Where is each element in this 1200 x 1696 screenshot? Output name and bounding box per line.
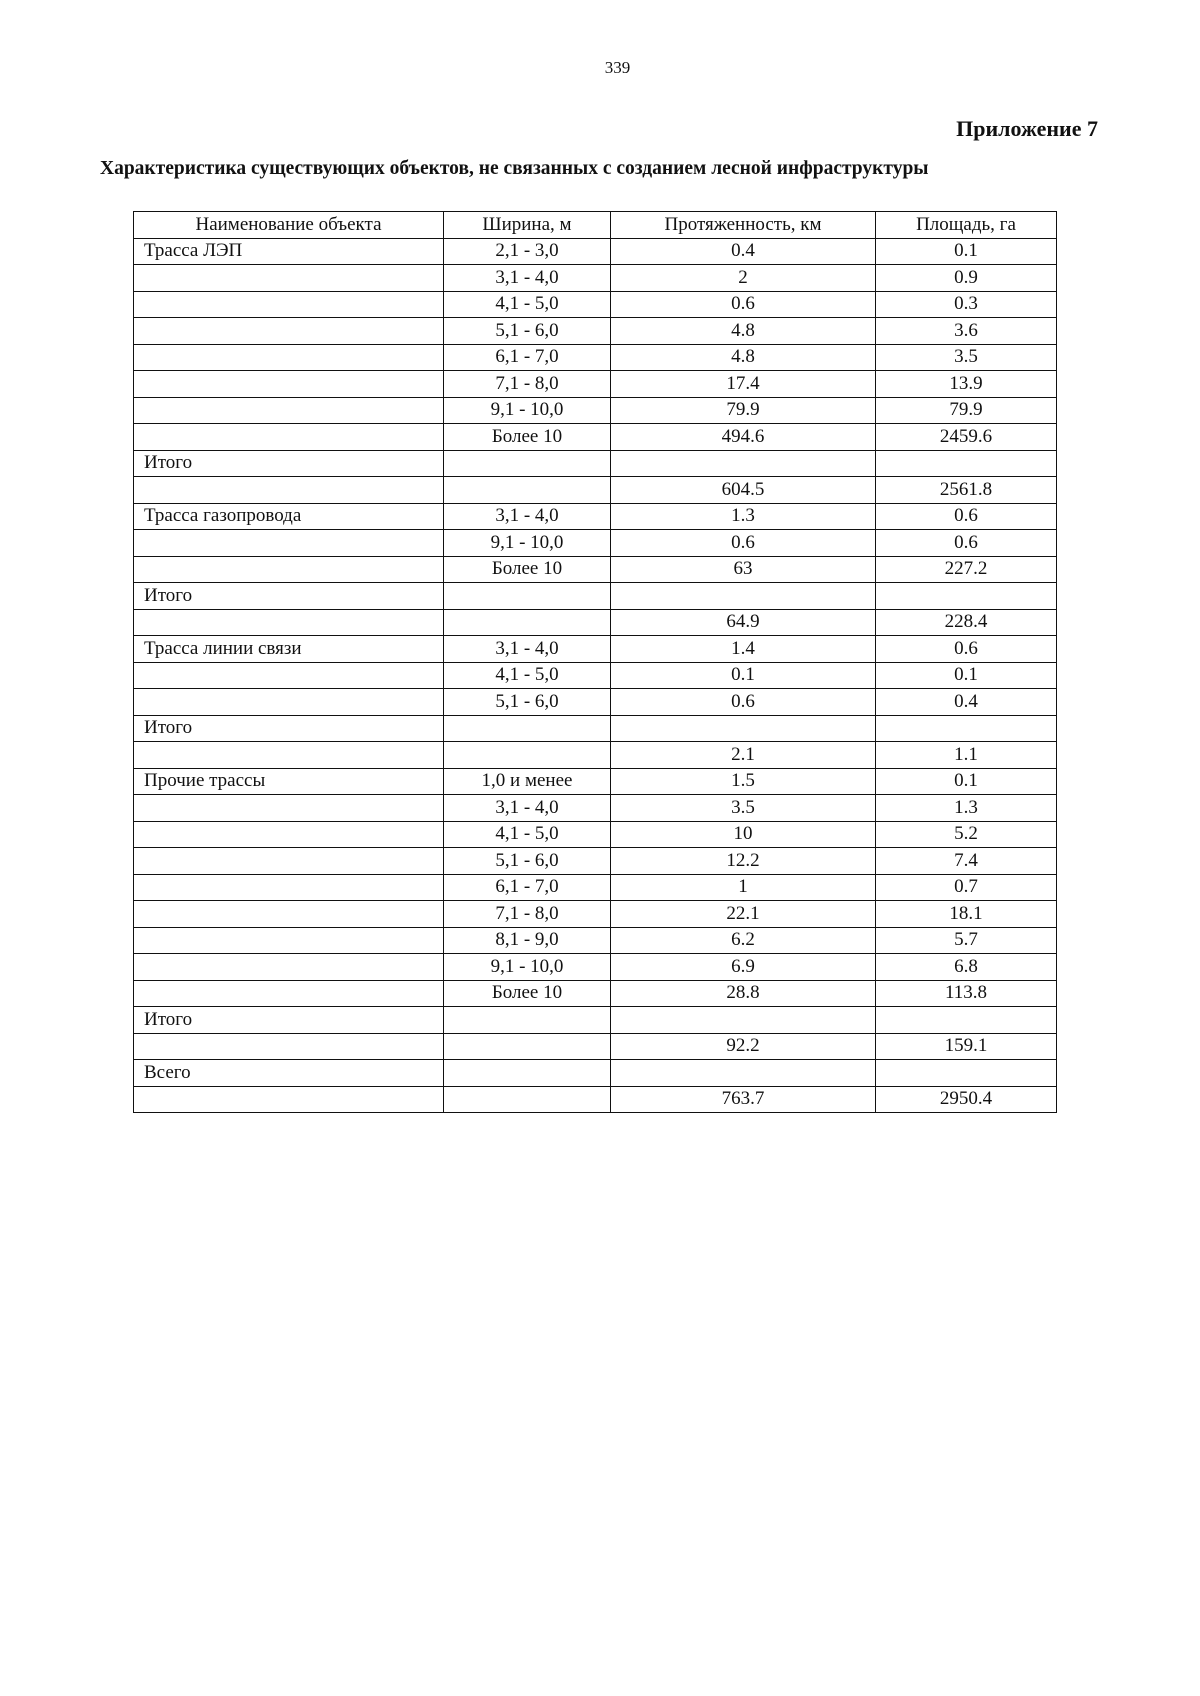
table-row bbox=[134, 689, 1057, 716]
cell-length: 1.3 bbox=[611, 503, 876, 530]
table-body bbox=[134, 238, 1057, 1113]
cell-object-name bbox=[134, 927, 444, 954]
table-row bbox=[134, 265, 1057, 292]
cell-length: 79.9 bbox=[611, 397, 876, 424]
cell-object-name bbox=[134, 901, 444, 928]
table-row bbox=[134, 848, 1057, 875]
cell-width: 6,1 - 7,0 bbox=[444, 344, 611, 371]
cell-area bbox=[876, 1007, 1057, 1034]
cell-width bbox=[444, 715, 611, 742]
cell-length bbox=[611, 1060, 876, 1087]
appendix-label: Приложение 7 bbox=[956, 116, 1098, 141]
cell-area: 18.1 bbox=[876, 901, 1057, 928]
table-header bbox=[134, 212, 1057, 239]
cell-width: Более 10 bbox=[444, 556, 611, 583]
cell-object-name: Всего bbox=[134, 1060, 444, 1087]
cell-object-name: Прочие трассы bbox=[134, 768, 444, 795]
cell-length: 22.1 bbox=[611, 901, 876, 928]
cell-length: 1 bbox=[611, 874, 876, 901]
cell-length: 92.2 bbox=[611, 1033, 876, 1060]
cell-area bbox=[876, 1060, 1057, 1087]
cell-area: 0.1 bbox=[876, 768, 1057, 795]
table-row bbox=[134, 556, 1057, 583]
cell-width: 5,1 - 6,0 bbox=[444, 318, 611, 345]
cell-width bbox=[444, 1033, 611, 1060]
cell-length: 12.2 bbox=[611, 848, 876, 875]
cell-area: 228.4 bbox=[876, 609, 1057, 636]
cell-length: 1.5 bbox=[611, 768, 876, 795]
table-row bbox=[134, 636, 1057, 663]
cell-width: 3,1 - 4,0 bbox=[444, 265, 611, 292]
table-row bbox=[134, 503, 1057, 530]
header-object-name: Наименование объекта bbox=[134, 212, 444, 239]
cell-object-name bbox=[134, 397, 444, 424]
cell-width bbox=[444, 1060, 611, 1087]
cell-area: 1.1 bbox=[876, 742, 1057, 769]
cell-object-name bbox=[134, 954, 444, 981]
cell-width bbox=[444, 609, 611, 636]
cell-object-name: Итого bbox=[134, 1007, 444, 1034]
table-header-row bbox=[134, 212, 1057, 239]
cell-area: 79.9 bbox=[876, 397, 1057, 424]
cell-area: 227.2 bbox=[876, 556, 1057, 583]
cell-width: 8,1 - 9,0 bbox=[444, 927, 611, 954]
cell-object-name bbox=[134, 848, 444, 875]
cell-width: 3,1 - 4,0 bbox=[444, 503, 611, 530]
cell-area: 0.6 bbox=[876, 503, 1057, 530]
cell-width: 9,1 - 10,0 bbox=[444, 530, 611, 557]
table-row bbox=[134, 583, 1057, 610]
cell-area: 2950.4 bbox=[876, 1086, 1057, 1113]
cell-area: 13.9 bbox=[876, 371, 1057, 398]
cell-object-name: Трасса линии связи bbox=[134, 636, 444, 663]
page-number: 339 bbox=[604, 58, 631, 77]
cell-object-name bbox=[134, 318, 444, 345]
cell-width bbox=[444, 477, 611, 504]
cell-length: 4.8 bbox=[611, 344, 876, 371]
cell-length: 4.8 bbox=[611, 318, 876, 345]
cell-width bbox=[444, 742, 611, 769]
cell-area: 0.3 bbox=[876, 291, 1057, 318]
cell-length: 0.1 bbox=[611, 662, 876, 689]
cell-width: 5,1 - 6,0 bbox=[444, 848, 611, 875]
cell-width: 1,0 и менее bbox=[444, 768, 611, 795]
cell-length: 6.9 bbox=[611, 954, 876, 981]
cell-width bbox=[444, 583, 611, 610]
header-width: Ширина, м bbox=[444, 212, 611, 239]
cell-length bbox=[611, 1007, 876, 1034]
cell-length: 494.6 bbox=[611, 424, 876, 451]
table-row bbox=[134, 530, 1057, 557]
cell-object-name bbox=[134, 556, 444, 583]
table-row bbox=[134, 742, 1057, 769]
cell-length: 1.4 bbox=[611, 636, 876, 663]
table-row bbox=[134, 291, 1057, 318]
cell-area bbox=[876, 715, 1057, 742]
cell-object-name: Итого bbox=[134, 450, 444, 477]
header-length: Протяженность, км bbox=[611, 212, 876, 239]
cell-object-name bbox=[134, 609, 444, 636]
cell-width: 4,1 - 5,0 bbox=[444, 291, 611, 318]
table-row bbox=[134, 1060, 1057, 1087]
table-row bbox=[134, 238, 1057, 265]
cell-object-name bbox=[134, 530, 444, 557]
cell-width: 2,1 - 3,0 bbox=[444, 238, 611, 265]
cell-length: 0.4 bbox=[611, 238, 876, 265]
cell-width: 7,1 - 8,0 bbox=[444, 901, 611, 928]
table-row bbox=[134, 609, 1057, 636]
cell-length bbox=[611, 583, 876, 610]
cell-length: 17.4 bbox=[611, 371, 876, 398]
cell-length: 64.9 bbox=[611, 609, 876, 636]
cell-width: 3,1 - 4,0 bbox=[444, 636, 611, 663]
infrastructure-table bbox=[133, 211, 1057, 1113]
cell-area: 0.1 bbox=[876, 238, 1057, 265]
header-area: Площадь, га bbox=[876, 212, 1057, 239]
cell-object-name: Итого bbox=[134, 715, 444, 742]
cell-object-name bbox=[134, 689, 444, 716]
cell-object-name bbox=[134, 742, 444, 769]
table-row bbox=[134, 662, 1057, 689]
cell-width bbox=[444, 1086, 611, 1113]
table-row bbox=[134, 1086, 1057, 1113]
cell-object-name bbox=[134, 344, 444, 371]
cell-area: 113.8 bbox=[876, 980, 1057, 1007]
cell-length: 63 bbox=[611, 556, 876, 583]
cell-area: 6.8 bbox=[876, 954, 1057, 981]
cell-length: 2 bbox=[611, 265, 876, 292]
cell-object-name bbox=[134, 980, 444, 1007]
cell-object-name: Итого bbox=[134, 583, 444, 610]
cell-area: 0.6 bbox=[876, 530, 1057, 557]
cell-length: 0.6 bbox=[611, 291, 876, 318]
cell-area: 0.7 bbox=[876, 874, 1057, 901]
cell-area: 7.4 bbox=[876, 848, 1057, 875]
cell-area: 3.6 bbox=[876, 318, 1057, 345]
cell-length: 28.8 bbox=[611, 980, 876, 1007]
cell-area: 0.6 bbox=[876, 636, 1057, 663]
table-row bbox=[134, 1033, 1057, 1060]
table-row bbox=[134, 901, 1057, 928]
cell-area: 0.1 bbox=[876, 662, 1057, 689]
cell-area bbox=[876, 450, 1057, 477]
cell-object-name bbox=[134, 795, 444, 822]
cell-width: 7,1 - 8,0 bbox=[444, 371, 611, 398]
cell-length: 763.7 bbox=[611, 1086, 876, 1113]
cell-length: 604.5 bbox=[611, 477, 876, 504]
table-row bbox=[134, 344, 1057, 371]
cell-area: 1.3 bbox=[876, 795, 1057, 822]
table-row bbox=[134, 874, 1057, 901]
cell-width: 5,1 - 6,0 bbox=[444, 689, 611, 716]
cell-object-name: Трасса ЛЭП bbox=[134, 238, 444, 265]
cell-width: 6,1 - 7,0 bbox=[444, 874, 611, 901]
table-row bbox=[134, 397, 1057, 424]
cell-width: Более 10 bbox=[444, 980, 611, 1007]
cell-object-name bbox=[134, 371, 444, 398]
cell-length: 0.6 bbox=[611, 530, 876, 557]
cell-length bbox=[611, 450, 876, 477]
cell-area: 5.7 bbox=[876, 927, 1057, 954]
table-row bbox=[134, 795, 1057, 822]
cell-object-name: Трасса газопровода bbox=[134, 503, 444, 530]
cell-object-name bbox=[134, 424, 444, 451]
table-row bbox=[134, 768, 1057, 795]
cell-object-name bbox=[134, 1086, 444, 1113]
document-title: Характеристика существующих объектов, не связанных с созданием лесной инфраструктуры bbox=[100, 158, 929, 179]
cell-width: 9,1 - 10,0 bbox=[444, 397, 611, 424]
table-row bbox=[134, 980, 1057, 1007]
cell-width: 4,1 - 5,0 bbox=[444, 662, 611, 689]
cell-area: 3.5 bbox=[876, 344, 1057, 371]
cell-length bbox=[611, 715, 876, 742]
cell-area: 2459.6 bbox=[876, 424, 1057, 451]
cell-length: 3.5 bbox=[611, 795, 876, 822]
cell-width: Более 10 bbox=[444, 424, 611, 451]
cell-object-name bbox=[134, 874, 444, 901]
cell-area bbox=[876, 583, 1057, 610]
cell-area: 0.4 bbox=[876, 689, 1057, 716]
cell-area: 5.2 bbox=[876, 821, 1057, 848]
table-row bbox=[134, 318, 1057, 345]
cell-width: 4,1 - 5,0 bbox=[444, 821, 611, 848]
cell-area: 159.1 bbox=[876, 1033, 1057, 1060]
table-row bbox=[134, 715, 1057, 742]
cell-width bbox=[444, 450, 611, 477]
cell-object-name bbox=[134, 821, 444, 848]
cell-length: 6.2 bbox=[611, 927, 876, 954]
cell-object-name bbox=[134, 265, 444, 292]
cell-width bbox=[444, 1007, 611, 1034]
cell-object-name bbox=[134, 291, 444, 318]
cell-length: 0.6 bbox=[611, 689, 876, 716]
table-row bbox=[134, 821, 1057, 848]
cell-width: 3,1 - 4,0 bbox=[444, 795, 611, 822]
cell-object-name bbox=[134, 662, 444, 689]
table-row bbox=[134, 1007, 1057, 1034]
table-row bbox=[134, 477, 1057, 504]
cell-length: 2.1 bbox=[611, 742, 876, 769]
table-row bbox=[134, 954, 1057, 981]
table-row bbox=[134, 450, 1057, 477]
cell-length: 10 bbox=[611, 821, 876, 848]
cell-width: 9,1 - 10,0 bbox=[444, 954, 611, 981]
table-row bbox=[134, 371, 1057, 398]
cell-object-name bbox=[134, 477, 444, 504]
cell-area: 2561.8 bbox=[876, 477, 1057, 504]
table-row bbox=[134, 424, 1057, 451]
table-row bbox=[134, 927, 1057, 954]
cell-object-name bbox=[134, 1033, 444, 1060]
cell-area: 0.9 bbox=[876, 265, 1057, 292]
